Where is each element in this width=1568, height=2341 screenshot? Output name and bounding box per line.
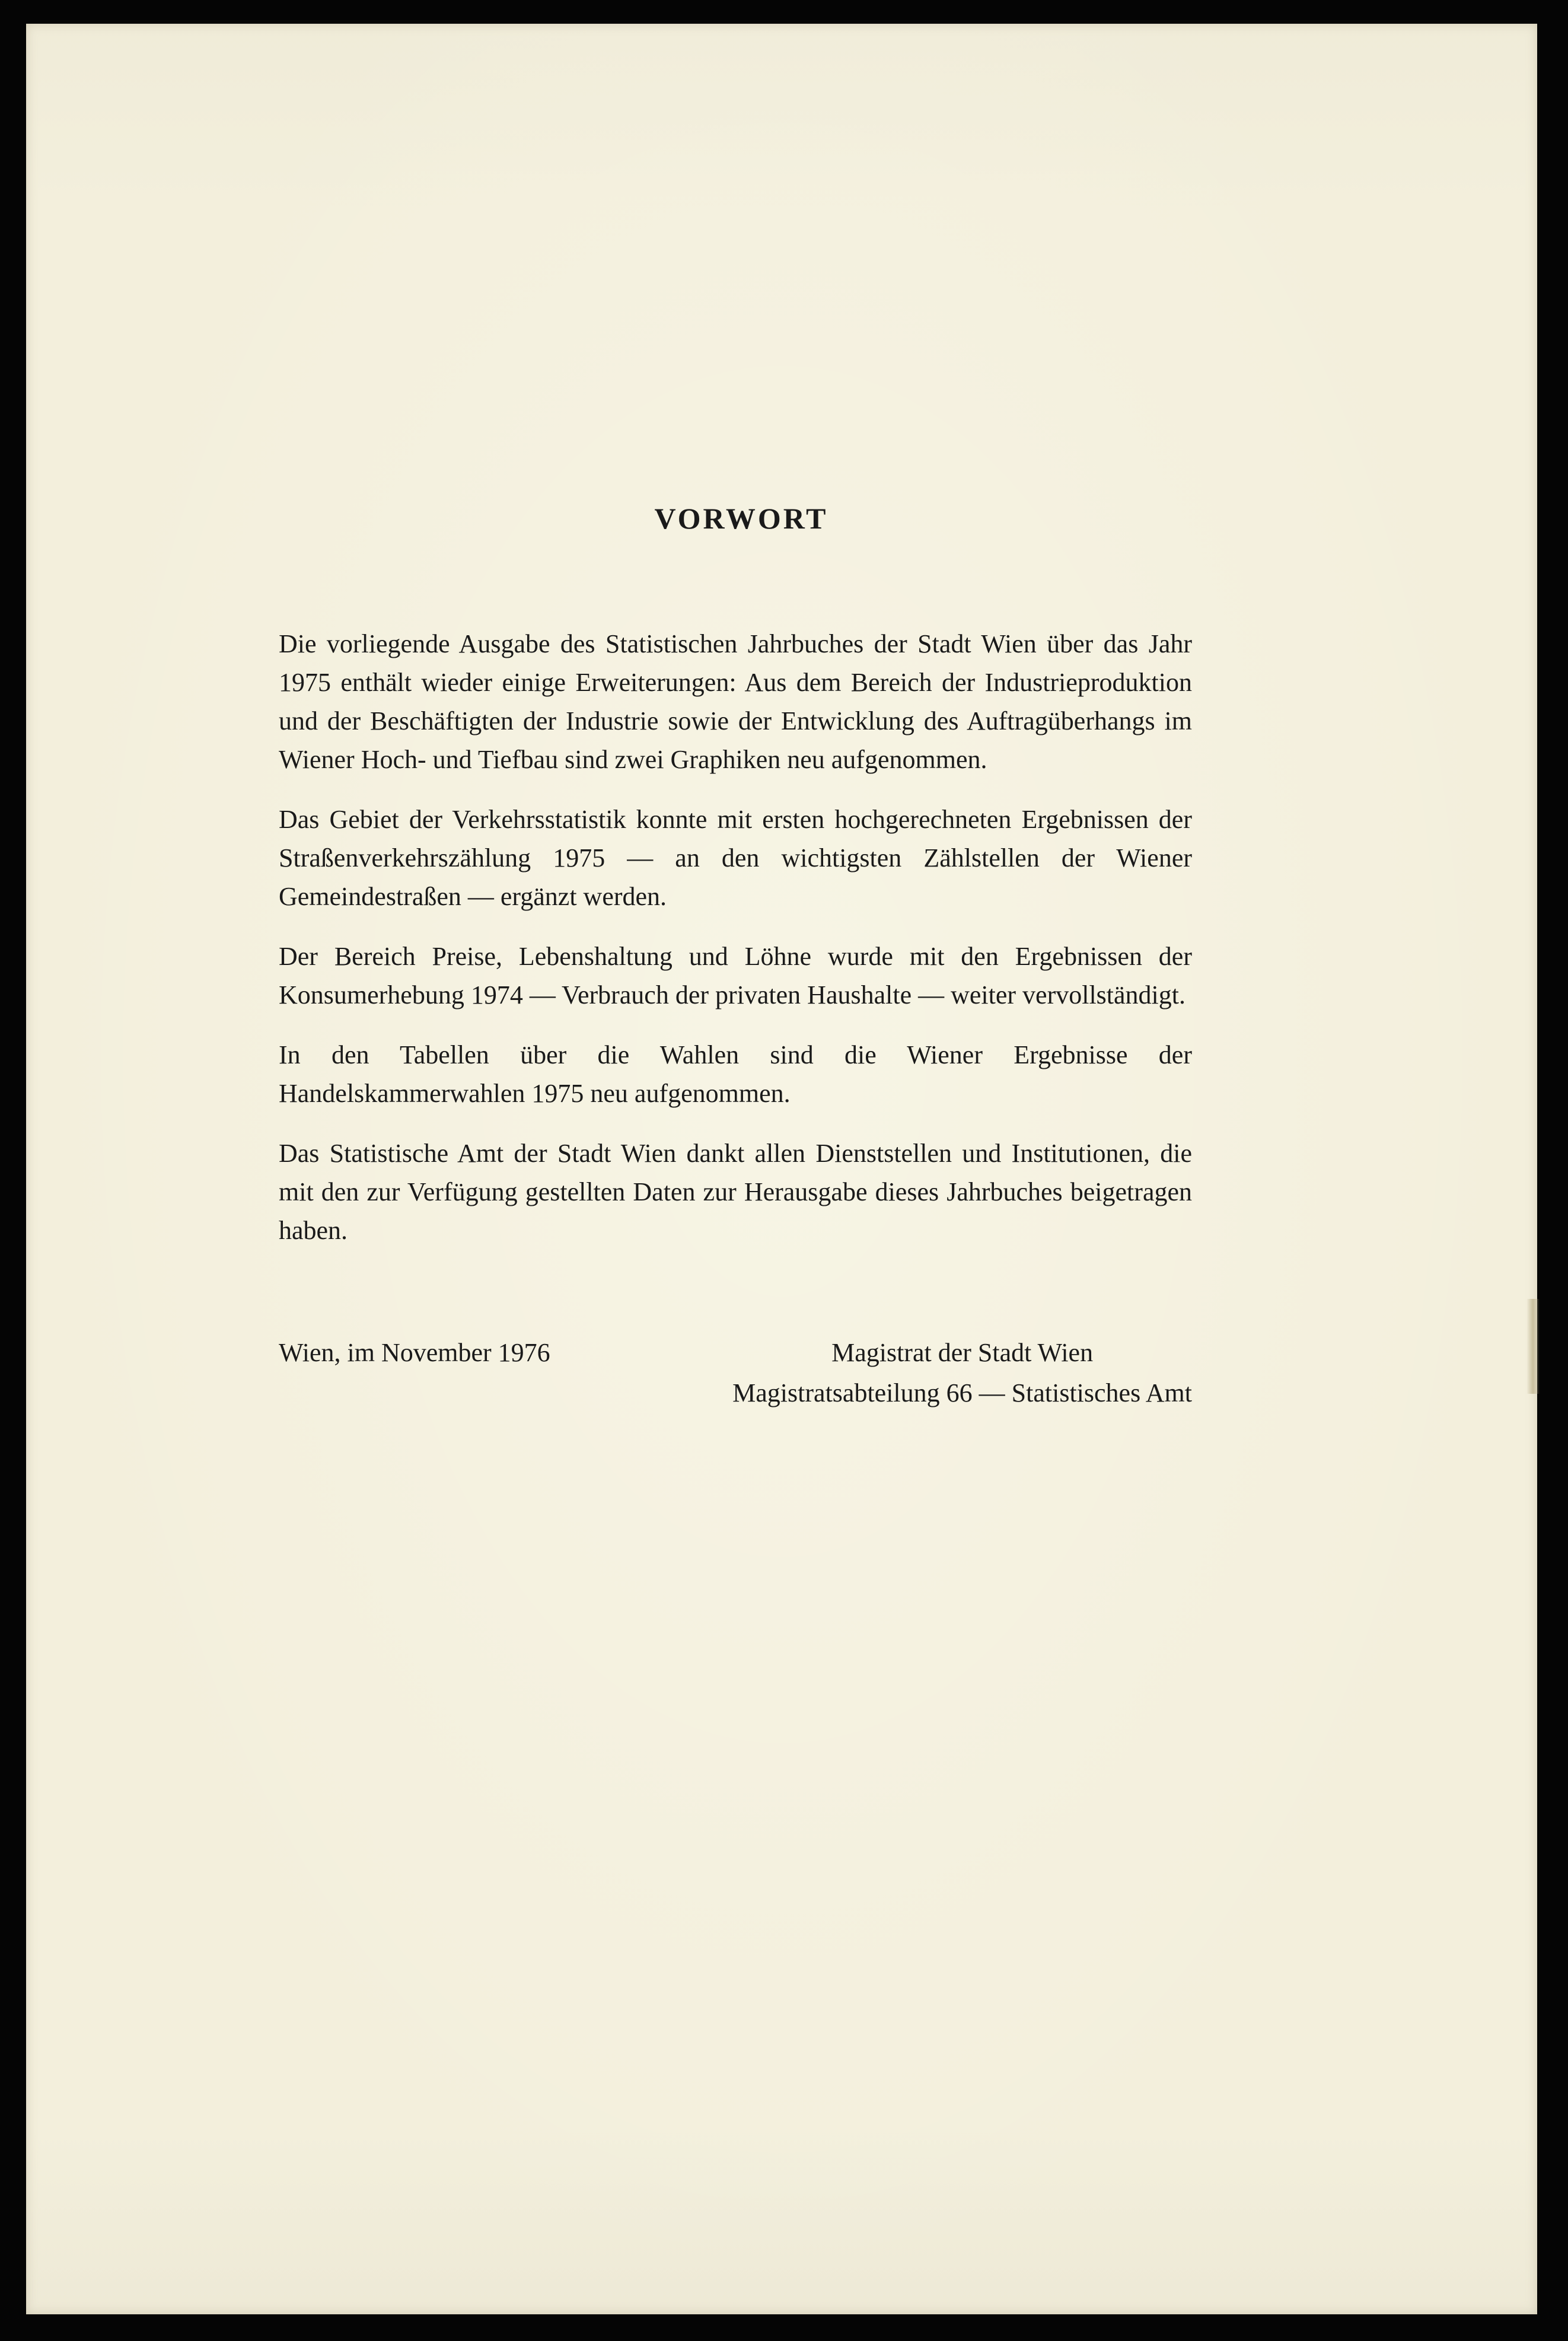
paragraph-2: Das Gebiet der Verkehrsstatistik konnte mit ersten hochgerechneten Ergebnissen der Straßenverkehrszählung 1975 — an den wichtigsten Zählstellen der Wiener Gemeindestraßen — ergänzt werden.: [279, 805, 1192, 911]
signature-place-date: Wien, im November 1976: [279, 1338, 550, 1367]
signature-org-line-1: Magistrat der Stadt Wien: [831, 1338, 1094, 1367]
paragraph-4: In den Tabellen über die Wahlen sind die Wiener Ergebnisse der Handelskammerwahlen 1975 neu aufgenommen.: [279, 1040, 1192, 1108]
document-body: [279, 501, 1192, 1416]
signature-organization: [732, 1333, 1192, 1413]
paragraph-3: Der Bereich Preise, Lebenshaltung und Löhne wurde mit den Ergebnissen der Konsumerhebung 1974 — Verbrauch der privaten Haushalte — weiter vervollständigt.: [279, 942, 1192, 1009]
paper-edge-mark: [1526, 1299, 1540, 1394]
paragraph-5: Das Statistische Amt der Stadt Wien dankt allen Dienststellen und Institutionen, die mit den zur Verfügung gestellten Daten zur Herausgabe dieses Jahrbuches beigetragen haben.: [279, 1139, 1192, 1245]
signature-block: [279, 1333, 1192, 1416]
paragraph-1: Die vorliegende Ausgabe des Statistischen Jahrbuches der Stadt Wien über das Jahr 1975 enthält wieder einige Erweiterungen: Aus dem Bereich der Industrieproduktion und der Beschäftigten der Industrie sowie der Entwicklung des Auftragüberhangs im Wiener Hoch- und Tiefbau sind zwei Graphiken neu aufgenommen.: [279, 629, 1192, 774]
page-title: VORWORT: [654, 502, 828, 535]
signature-org-line-2: Magistratsabteilung 66 — Statistisches Amt: [732, 1378, 1192, 1407]
